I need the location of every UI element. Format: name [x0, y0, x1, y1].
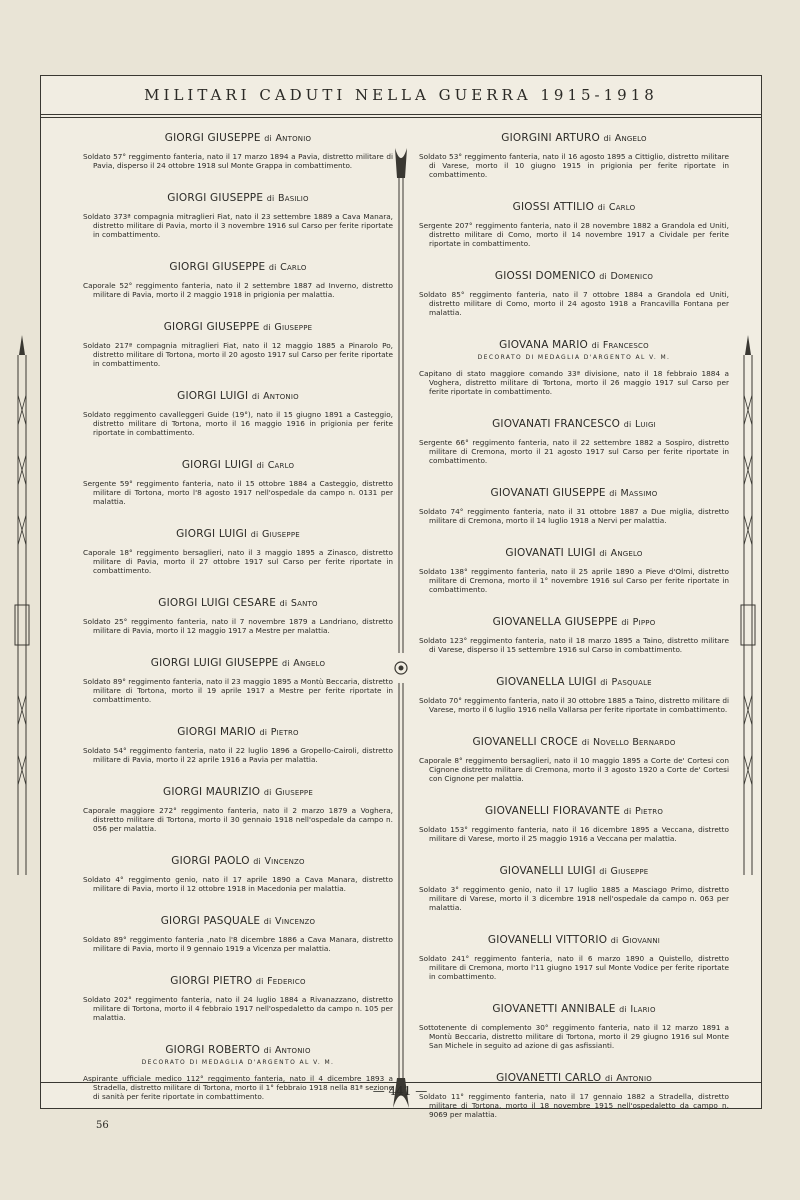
father-name: Santo	[290, 598, 318, 609]
soldier-record-text: Soldato reggimento cavalleggeri Guide (19°), nato il 15 giugno 1891 a Casteggio, distretto militare di Tortona, morto il 16 maggio 1916 in prigionia per ferite riportate in combattimento.	[83, 410, 393, 437]
father-name: Novello Bernardo	[592, 737, 676, 748]
di-connector: di	[623, 420, 632, 429]
soldier-entry	[83, 459, 393, 506]
father-name: Domenico	[610, 271, 654, 282]
father-name: Antonio	[274, 1045, 311, 1056]
soldier-name: GIOVANATI FRANCESCO	[492, 418, 621, 430]
soldier-name-heading	[83, 855, 393, 867]
soldier-name-heading	[419, 805, 729, 817]
right-column	[419, 132, 729, 1119]
father-name: Angelo	[614, 133, 647, 144]
father-name: Basilio	[277, 193, 309, 204]
soldier-name: GIOVANELLI VITTORIO	[487, 934, 608, 946]
di-connector: di	[591, 341, 600, 350]
soldier-name: GIOVANETTI ANNIBALE	[492, 1003, 616, 1015]
soldier-name-heading	[83, 459, 393, 471]
soldier-name: GIOVANETTI CARLO	[496, 1072, 602, 1084]
soldier-entry	[419, 487, 729, 525]
soldier-name: GIOVANATI GIUSEPPE	[490, 487, 606, 499]
soldier-name-heading	[419, 934, 729, 946]
soldier-entry	[83, 786, 393, 833]
father-name: Pippo	[632, 617, 656, 628]
soldier-name: GIORGI LUIGI	[181, 459, 253, 471]
di-connector: di	[604, 1074, 613, 1083]
di-connector: di	[259, 728, 268, 737]
soldier-name-heading	[419, 487, 729, 499]
father-name: Carlo	[608, 202, 636, 213]
soldier-name-heading	[419, 865, 729, 877]
soldier-name-heading	[419, 339, 729, 351]
soldier-entry	[419, 736, 729, 783]
soldier-entry	[419, 1003, 729, 1050]
soldier-name: GIORGI LUIGI GIUSEPPE	[150, 657, 279, 669]
di-connector: di	[279, 599, 288, 608]
di-connector: di	[599, 867, 607, 876]
soldier-name: GIORGI MARIO	[177, 726, 256, 738]
header-rule	[41, 117, 761, 118]
footer-rule	[41, 1082, 761, 1083]
di-connector: di	[603, 134, 612, 143]
father-name: Antonio	[263, 391, 299, 402]
soldier-record-text: Soldato 138° reggimento fanteria, nato il 25 aprile 1890 a Pieve d'Olmi, distretto militare di Cremona, morto il 1° novembre 1916 sul Carso per ferite riportate in combattimento.	[419, 567, 729, 594]
soldier-record-text: Aspirante ufficiale medico 112° reggimento fanteria, nato il 4 dicembre 1893 a Stradella, distretto militare di Tortona, morto il 1° febbraio 1918 nella 81ª sezione di sanità per ferite riportate in combattimento.	[83, 1074, 393, 1101]
di-connector: di	[619, 1005, 627, 1014]
soldier-name-heading	[83, 261, 393, 273]
soldier-name-heading	[419, 1003, 729, 1015]
soldier-name: GIORGI MAURIZIO	[163, 786, 261, 798]
father-name: Pasquale	[611, 677, 652, 688]
father-name: Angelo	[293, 658, 326, 669]
soldier-name-heading	[83, 1044, 393, 1056]
father-name: Federico	[267, 976, 306, 987]
soldier-name: GIOVANATI LUIGI	[505, 547, 596, 559]
father-name: Francesco	[602, 340, 649, 351]
di-connector: di	[256, 461, 265, 470]
page-frame	[40, 75, 762, 1119]
di-connector: di	[263, 323, 271, 332]
decoration-note: DECORATO DI MEDAGLIA D'ARGENTO AL V. M.	[141, 1059, 335, 1066]
father-name: Pietro	[634, 806, 664, 817]
father-name: Antonio	[616, 1073, 652, 1084]
left-lance-ornament-icon	[10, 335, 34, 875]
di-connector: di	[600, 678, 608, 687]
soldier-record-text: Soldato 54° reggimento fanteria, nato il 22 luglio 1896 a Gropello-Cairoli, distretto militare di Pavia, morto il 22 aprile 1916 a Pavia per malattia.	[83, 746, 393, 764]
di-connector: di	[282, 659, 290, 668]
di-connector: di	[599, 549, 608, 558]
father-name: Antonio	[275, 133, 312, 144]
soldier-name-heading	[83, 657, 393, 669]
soldier-name: GIORGI GIUSEPPE	[169, 261, 266, 273]
soldier-record-text: Soldato 202° reggimento fanteria, nato il 24 luglio 1884 a Rivanazzano, distretto militare di Tortona, morto il 4 febbraio 1917 nell'ospedaletto da campo n. 105 per malattia.	[83, 995, 393, 1022]
soldier-name-heading	[83, 726, 393, 738]
di-connector: di	[253, 857, 261, 866]
soldier-name-heading	[83, 192, 393, 204]
soldier-name-heading	[83, 528, 393, 540]
di-connector: di	[264, 134, 272, 143]
soldier-name: GIOVANELLA GIUSEPPE	[492, 616, 618, 628]
di-connector: di	[268, 263, 277, 272]
soldier-name-heading	[419, 616, 729, 628]
soldier-record-text: Soldato 241° reggimento fanteria, nato il 6 marzo 1890 a Quistello, distretto militare di Cremona, morto l'11 giugno 1917 sul Monte Vodice per ferite riportate in combattimento.	[419, 954, 729, 981]
soldier-record-text: Soldato 74° reggimento fanteria, nato il 31 ottobre 1887 a Due miglia, distretto militare di Cremona, morto il 14 luglio 1918 a Nervi per malattia.	[419, 507, 729, 525]
soldier-name-heading	[419, 270, 729, 282]
di-connector: di	[581, 738, 590, 747]
soldier-entry	[83, 390, 393, 437]
soldier-name-heading	[419, 201, 729, 213]
father-name: Giuseppe	[262, 529, 300, 540]
soldier-name: GIOVANA MARIO	[499, 339, 589, 351]
soldier-entry	[419, 270, 729, 317]
father-name: Massimo	[620, 488, 658, 499]
soldier-entry	[419, 865, 729, 912]
soldier-record-text: Soldato 123° reggimento fanteria, nato il 18 marzo 1895 a Taino, distretto militare di Varese, disperso il 15 settembre 1916 sul Carso in combattimento.	[419, 636, 729, 654]
center-column-ornament-icon	[393, 148, 409, 1108]
di-connector: di	[621, 618, 630, 627]
soldier-name: GIORGI GIUSEPPE	[164, 132, 261, 144]
soldier-record-text: Soldato 57° reggimento fanteria, nato il 17 marzo 1894 a Pavia, distretto militare di Pavia, disperso il 24 ottobre 1918 sul Monte Grappa in combattimento.	[83, 152, 393, 170]
soldier-record-text: Soldato 70° reggimento fanteria, nato il 30 ottobre 1885 a Taino, distretto militare di Varese, morto il 6 luglio 1916 nella Vallarsa per ferite riportate in combattimento.	[419, 696, 729, 714]
father-name: Giuseppe	[275, 787, 313, 798]
soldier-entry	[83, 726, 393, 764]
soldier-record-text: Sergente 66° reggimento fanteria, nato il 22 settembre 1882 a Sospiro, distretto militare di Cremona, morto il 21 agosto 1917 sul Carso per ferite riportate in combattimento.	[419, 438, 729, 465]
soldier-name: GIOSSI ATTILIO	[512, 201, 595, 213]
soldier-entry	[83, 132, 393, 170]
soldier-name: GIORGI GIUSEPPE	[167, 192, 264, 204]
father-name: Carlo	[267, 460, 295, 471]
soldier-entry	[83, 192, 393, 239]
soldier-record-text: Soldato 373ª compagnia mitraglieri Fiat, nato il 23 settembre 1889 a Cava Manara, distretto militare di Pavia, morto il 3 novembre 1916 sul Carso per ferite riportate in combattimento.	[83, 212, 393, 239]
page-header	[41, 76, 761, 115]
soldier-record-text: Soldato 153° reggimento fanteria, nato il 16 dicembre 1895 a Veccana, distretto militare di Varese, morto il 25 maggio 1916 a Veccana per malattia.	[419, 825, 729, 843]
soldier-name: GIOVANELLI LUIGI	[499, 865, 596, 877]
soldier-name-heading	[419, 418, 729, 430]
father-name: Carlo	[280, 262, 307, 273]
soldier-entry	[83, 528, 393, 575]
soldier-record-text: Caporale 52° reggimento fanteria, nato il 2 settembre 1887 ad Inverno, distretto militare di Pavia, morto il 2 maggio 1918 in prigionia per malattia.	[83, 281, 393, 299]
page-number: — 441 —	[372, 1084, 428, 1098]
soldier-record-text: Sottotenente di complemento 30° reggimento fanteria, nato il 12 marzo 1891 a Montù Beccaria, distretto militare di Tortona, morto il 29 giugno 1916 sul Monte San Michele in seguito ad azione di gas asfissianti.	[419, 1023, 729, 1050]
soldier-name-heading	[419, 736, 729, 748]
soldier-entry	[419, 201, 729, 248]
soldier-record-text: Sergente 59° reggimento fanteria, nato il 15 ottobre 1884 a Casteggio, distretto militare di Tortona, morto l'8 agosto 1917 nell'ospedale da campo n. 0131 per malattia.	[83, 479, 393, 506]
soldier-entry	[83, 855, 393, 893]
left-column	[83, 132, 393, 1101]
father-name: Giuseppe	[274, 322, 313, 333]
soldier-entry	[419, 934, 729, 981]
soldier-name-heading	[83, 132, 393, 144]
soldier-entry	[419, 676, 729, 714]
father-name: Vincenzo	[264, 856, 305, 867]
soldier-entry	[83, 597, 393, 635]
soldier-name-heading	[83, 975, 393, 987]
soldier-record-text: Soldato 53° reggimento fanteria, nato il 16 agosto 1895 a Cittiglio, distretto militare di Varese, morto il 10 giugno 1915 in prigionia per ferite riportate in combattimento.	[419, 152, 729, 179]
soldier-record-text: Soldato 89° reggimento fanteria, nato il 23 maggio 1895 a Montù Beccaria, distretto militare di Tortona, morto il 19 aprile 1917 a Mestre per ferite riportate in combattimento.	[83, 677, 393, 704]
soldier-name: GIORGI LUIGI	[177, 390, 249, 402]
soldier-name: GIOVANELLI CROCE	[472, 736, 579, 748]
father-name: Ilario	[630, 1004, 656, 1015]
soldier-entry	[83, 261, 393, 299]
soldier-name-heading	[83, 597, 393, 609]
soldier-name-heading	[83, 390, 393, 402]
soldier-name-heading	[419, 676, 729, 688]
soldier-name: GIORGI LUIGI	[176, 528, 248, 540]
soldier-entry	[419, 132, 729, 179]
soldier-record-text: Caporale maggiore 272° reggimento fanteria, nato il 2 marzo 1879 a Voghera, distretto militare di Tortona, morto il 30 gennaio 1918 nell'ospedale da campo n. 056 per malattia.	[83, 806, 393, 833]
di-connector: di	[263, 788, 272, 797]
father-name: Vincenzo	[275, 916, 316, 927]
di-connector: di	[251, 392, 260, 401]
soldier-name: GIOVANELLA LUIGI	[496, 676, 597, 688]
di-connector: di	[610, 936, 619, 945]
di-connector: di	[266, 194, 275, 203]
soldier-record-text: Soldato 89° reggimento fanteria ,nato l'8 dicembre 1886 a Cava Manara, distretto militare di Pavia, morto il 9 gennaio 1919 a Vicenza per malattia.	[83, 935, 393, 953]
soldier-record-text: Soldato 11° reggimento fanteria, nato il 17 gennaio 1882 a Stradella, distretto militare di Tortona, morto il 18 novembre 1915 nell'ospedaletto da campo n. 9069 per malattia.	[419, 1092, 729, 1119]
soldier-record-text: Soldato 4° reggimento genio, nato il 17 aprile 1890 a Cava Manara, distretto militare di Pavia, morto il 12 ottobre 1918 in Macedonia per malattia.	[83, 875, 393, 893]
soldier-record-text: Capitano di stato maggiore comando 33ª divisione, nato il 18 febbraio 1884 a Voghera, distretto militare di Tortona, morto il 26 maggio 1917 sul Carso per ferite riportate in combattimento.	[419, 369, 729, 396]
soldier-name: GIORGI PIETRO	[170, 975, 253, 987]
sheet-number: 56	[96, 1120, 109, 1131]
soldier-name: GIORGI PAOLO	[171, 855, 250, 867]
father-name: Angelo	[610, 548, 643, 559]
father-name: Luigi	[634, 419, 656, 430]
page-title: MILITARI CADUTI NELLA GUERRA 1915-1918	[144, 86, 658, 104]
soldier-name: GIOVANELLI FIORAVANTE	[484, 805, 621, 817]
decoration-note: DECORATO DI MEDAGLIA D'ARGENTO AL V. M.	[477, 354, 671, 361]
soldier-name: GIORGI PASQUALE	[160, 915, 261, 927]
di-connector: di	[599, 272, 607, 281]
di-connector: di	[250, 530, 259, 539]
di-connector: di	[623, 807, 632, 816]
soldier-name-heading	[419, 132, 729, 144]
soldier-name-heading	[83, 321, 393, 333]
soldier-record-text: Soldato 85° reggimento fanteria, nato il 7 ottobre 1884 a Grandola ed Uniti, distretto militare di Como, morto il 24 agosto 1918 a Francavilla Fontana per malattia.	[419, 290, 729, 317]
soldier-record-text: Caporale 8° reggimento bersaglieri, nato il 10 maggio 1895 a Corte de' Cortesi con Cignone distretto militare di Cremona, morto il 3 agosto 1920 a Corte de' Cortesi con Cignone per malattia.	[419, 756, 729, 783]
soldier-name: GIORGI ROBERTO	[165, 1044, 261, 1056]
soldier-entry	[419, 418, 729, 465]
soldier-entry	[419, 339, 729, 396]
di-connector: di	[609, 489, 617, 498]
soldier-record-text: Sergente 207° reggimento fanteria, nato il 28 novembre 1882 a Grandola ed Uniti, distretto militare di Como, morto il 14 novembre 1917 a Cividale per ferite riportate in combattimento.	[419, 221, 729, 248]
soldier-entry	[419, 547, 729, 594]
di-connector: di	[255, 977, 264, 986]
soldier-entry	[419, 616, 729, 654]
soldier-record-text: Soldato 3° reggimento genio, nato il 17 luglio 1885 a Masciago Primo, distretto militare di Varese, morto il 3 dicembre 1918 nell'ospedale da campo n. 063 per malattia.	[419, 885, 729, 912]
soldier-entry	[83, 975, 393, 1022]
di-connector: di	[263, 917, 272, 926]
right-lance-ornament-icon	[736, 335, 760, 875]
soldier-entry	[83, 321, 393, 368]
father-name: Giovanni	[621, 935, 661, 946]
soldier-record-text: Soldato 217ª compagnia mitraglieri Fiat, nato il 12 maggio 1885 a Pinarolo Po, distretto militare di Tortona, morto il 20 agosto 1917 sul Carso per ferite riportate in combattimento.	[83, 341, 393, 368]
di-connector: di	[263, 1046, 272, 1055]
father-name: Giuseppe	[610, 866, 649, 877]
father-name: Pietro	[270, 727, 299, 738]
soldier-entry	[83, 657, 393, 704]
soldier-entry	[83, 915, 393, 953]
soldier-name: GIORGI GIUSEPPE	[163, 321, 260, 333]
soldier-record-text: Caporale 18° reggimento bersaglieri, nato il 3 maggio 1895 a Zinasco, distretto militare di Pavia, morto il 27 ottobre 1917 sul Carso per ferite riportate in combattimento.	[83, 548, 393, 575]
soldier-name-heading	[419, 547, 729, 559]
soldier-name: GIORGI LUIGI CESARE	[158, 597, 277, 609]
soldier-record-text: Soldato 25° reggimento fanteria, nato il 7 novembre 1879 a Landriano, distretto militare di Pavia, morto il 12 maggio 1917 a Mestre per malattia.	[83, 617, 393, 635]
soldier-name-heading	[83, 786, 393, 798]
soldier-name: GIOSSI DOMENICO	[494, 270, 596, 282]
soldier-entry	[419, 805, 729, 843]
soldier-name: GIORGINI ARTURO	[501, 132, 600, 144]
soldier-name-heading	[83, 915, 393, 927]
di-connector: di	[597, 203, 606, 212]
